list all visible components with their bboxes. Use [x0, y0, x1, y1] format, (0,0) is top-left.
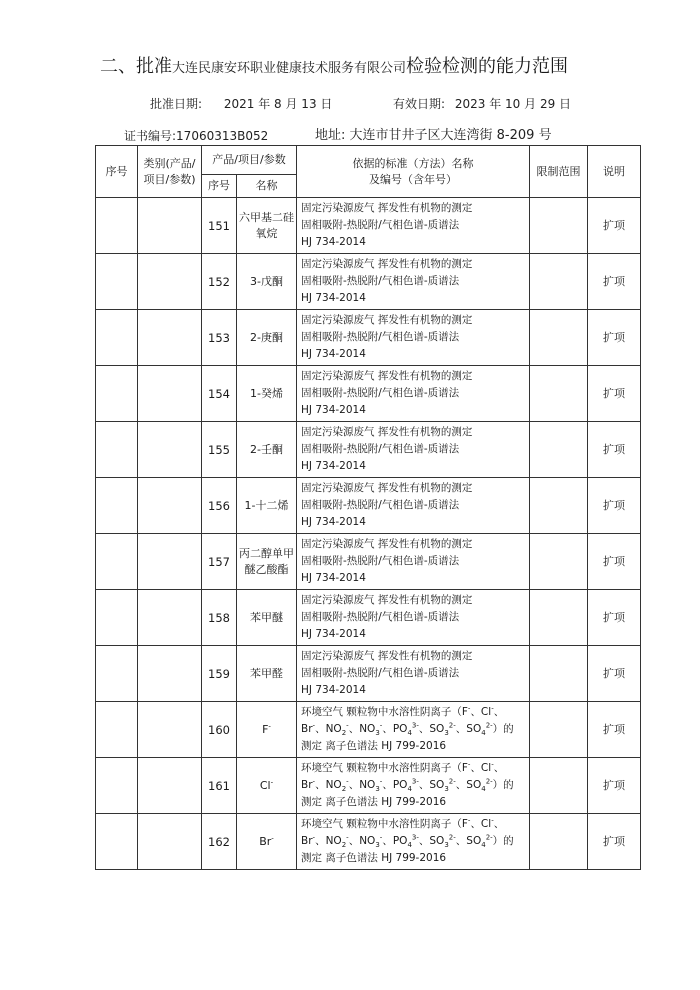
- cell-number: 159: [202, 646, 237, 702]
- cell-note: 扩项: [588, 814, 641, 870]
- title-suffix: 检验检测的能力范围: [406, 56, 569, 77]
- cell-number: 160: [202, 702, 237, 758]
- table-row: [96, 254, 641, 310]
- cell-limit: [530, 478, 588, 534]
- table-row: [96, 590, 641, 646]
- cell-category: [138, 422, 202, 478]
- cell-seq: [96, 702, 138, 758]
- cell-limit: [530, 590, 588, 646]
- cell-name: 2-庚酮: [237, 310, 297, 366]
- cell-standard: 固定污染源废气 挥发性有机物的测定 固相吸附-热脱附/气相色谱-质谱法 HJ 734-2014: [297, 198, 530, 254]
- cell-name: Br-: [237, 814, 297, 870]
- cell-category: [138, 702, 202, 758]
- address: [315, 124, 552, 143]
- cell-limit: [530, 422, 588, 478]
- cell-seq: [96, 198, 138, 254]
- table-row: [96, 198, 641, 254]
- cell-name: F-: [237, 702, 297, 758]
- cell-category: [138, 814, 202, 870]
- cell-number: 155: [202, 422, 237, 478]
- cell-seq: [96, 814, 138, 870]
- approval-date: [150, 95, 332, 112]
- cell-limit: [530, 310, 588, 366]
- cell-category: [138, 646, 202, 702]
- cell-limit: [530, 254, 588, 310]
- cell-category: [138, 254, 202, 310]
- cell-number: 153: [202, 310, 237, 366]
- cell-limit: [530, 646, 588, 702]
- cert-label: 证书编号:: [124, 129, 177, 143]
- cell-standard: 固定污染源废气 挥发性有机物的测定 固相吸附-热脱附/气相色谱-质谱法 HJ 734-2014: [297, 478, 530, 534]
- table-row: [96, 310, 641, 366]
- cert-value: 17060313B052: [176, 129, 269, 143]
- cell-name: 苯甲醛: [237, 646, 297, 702]
- cell-category: [138, 366, 202, 422]
- cell-limit: [530, 702, 588, 758]
- cell-seq: [96, 758, 138, 814]
- cell-note: 扩项: [588, 310, 641, 366]
- header-seq: 序号: [96, 146, 138, 198]
- cell-note: 扩项: [588, 478, 641, 534]
- cell-note: 扩项: [588, 422, 641, 478]
- cell-note: 扩项: [588, 366, 641, 422]
- cell-note: 扩项: [588, 702, 641, 758]
- cell-note: 扩项: [588, 534, 641, 590]
- cell-seq: [96, 422, 138, 478]
- table-row: [96, 646, 641, 702]
- cell-name: 3-戊酮: [237, 254, 297, 310]
- header-sub-seq: 序号: [202, 175, 237, 198]
- cell-number: 151: [202, 198, 237, 254]
- cell-number: 152: [202, 254, 237, 310]
- table-row: [96, 534, 641, 590]
- cell-standard: 固定污染源废气 挥发性有机物的测定 固相吸附-热脱附/气相色谱-质谱法 HJ 734-2014: [297, 422, 530, 478]
- cell-category: [138, 590, 202, 646]
- cell-category: [138, 534, 202, 590]
- address-value: 大连市甘井子区大连湾街 8-209 号: [349, 128, 552, 143]
- header-limit: 限制范围: [530, 146, 588, 198]
- cell-number: 156: [202, 478, 237, 534]
- table-row: [96, 758, 641, 814]
- table-row: [96, 478, 641, 534]
- header-category: 类别(产品/项目/参数): [138, 146, 202, 198]
- cell-seq: [96, 254, 138, 310]
- cell-name: 2-壬酮: [237, 422, 297, 478]
- cell-name: Cl-: [237, 758, 297, 814]
- cell-limit: [530, 758, 588, 814]
- capability-table: [95, 145, 641, 870]
- org-name: 大连民康安环职业健康技术服务有限公司: [172, 61, 407, 76]
- cell-limit: [530, 366, 588, 422]
- cell-standard: 固定污染源废气 挥发性有机物的测定 固相吸附-热脱附/气相色谱-质谱法 HJ 734-2014: [297, 534, 530, 590]
- header-standard: [297, 146, 530, 198]
- cell-seq: [96, 366, 138, 422]
- title-prefix: 二、批准: [100, 56, 172, 77]
- header-note: 说明: [588, 146, 641, 198]
- valid-date: [393, 95, 571, 112]
- approval-date-label: 批准日期:: [150, 97, 203, 111]
- cell-number: 162: [202, 814, 237, 870]
- cell-category: [138, 758, 202, 814]
- valid-date-value: 2023 年 10 月 29 日: [454, 97, 572, 111]
- cell-note: 扩项: [588, 758, 641, 814]
- cell-seq: [96, 590, 138, 646]
- cell-seq: [96, 534, 138, 590]
- cell-name: 丙二醇单甲醚乙酸酯: [237, 534, 297, 590]
- table-row: [96, 814, 641, 870]
- cell-number: 158: [202, 590, 237, 646]
- header-standard-line2: 及编号（含年号）: [369, 172, 458, 186]
- cell-standard: 环境空气 颗粒物中水溶性阴离子（F-、Cl-、 Br-、$NO_2^-$、$NO_3^-$、$PO_4^{3-}$、$SO_3^{2-}$、$SO_4^{2-}$）的 测定 离子色谱法 HJ 799-2016: [297, 814, 530, 870]
- cell-standard: 固定污染源废气 挥发性有机物的测定 固相吸附-热脱附/气相色谱-质谱法 HJ 734-2014: [297, 590, 530, 646]
- page-title: [100, 52, 660, 78]
- cell-seq: [96, 310, 138, 366]
- valid-date-label: 有效日期:: [393, 97, 446, 111]
- header-standard-line1: 依据的标准（方法）名称: [352, 156, 474, 170]
- cell-standard: 环境空气 颗粒物中水溶性阴离子（F-、Cl-、 Br-、$NO_2^-$、$NO_3^-$、$PO_4^{3-}$、$SO_3^{2-}$、$SO_4^{2-}$）的 测定 离子色谱法 HJ 799-2016: [297, 702, 530, 758]
- cell-name: 1-十二烯: [237, 478, 297, 534]
- cell-category: [138, 198, 202, 254]
- table-row: [96, 366, 641, 422]
- cell-seq: [96, 646, 138, 702]
- cert-number: [124, 127, 268, 144]
- cell-note: 扩项: [588, 590, 641, 646]
- cell-name: 苯甲醚: [237, 590, 297, 646]
- cell-standard: 固定污染源废气 挥发性有机物的测定 固相吸附-热脱附/气相色谱-质谱法 HJ 734-2014: [297, 366, 530, 422]
- cell-number: 154: [202, 366, 237, 422]
- address-label: 地址:: [315, 128, 346, 143]
- table-row: [96, 702, 641, 758]
- cell-note: 扩项: [588, 646, 641, 702]
- cell-standard: 固定污染源废气 挥发性有机物的测定 固相吸附-热脱附/气相色谱-质谱法 HJ 734-2014: [297, 254, 530, 310]
- cell-number: 157: [202, 534, 237, 590]
- cell-limit: [530, 534, 588, 590]
- cell-limit: [530, 198, 588, 254]
- cell-standard: 固定污染源废气 挥发性有机物的测定 固相吸附-热脱附/气相色谱-质谱法 HJ 734-2014: [297, 310, 530, 366]
- header-sub-name: 名称: [237, 175, 297, 198]
- cell-standard: 环境空气 颗粒物中水溶性阴离子（F-、Cl-、 Br-、$NO_2^-$、$NO_3^-$、$PO_4^{3-}$、$SO_3^{2-}$、$SO_4^{2-}$）的 测定 离子色谱法 HJ 799-2016: [297, 758, 530, 814]
- table-row: [96, 422, 641, 478]
- approval-date-value: 2021 年 8 月 13 日: [223, 97, 333, 111]
- cell-name: 六甲基二硅氧烷: [237, 198, 297, 254]
- cell-note: 扩项: [588, 198, 641, 254]
- header-product-group: 产品/项目/参数: [202, 146, 297, 175]
- cell-number: 161: [202, 758, 237, 814]
- cell-category: [138, 310, 202, 366]
- cell-name: 1-癸烯: [237, 366, 297, 422]
- cell-note: 扩项: [588, 254, 641, 310]
- cell-category: [138, 478, 202, 534]
- cell-standard: 固定污染源废气 挥发性有机物的测定 固相吸附-热脱附/气相色谱-质谱法 HJ 734-2014: [297, 646, 530, 702]
- cell-limit: [530, 814, 588, 870]
- cell-seq: [96, 478, 138, 534]
